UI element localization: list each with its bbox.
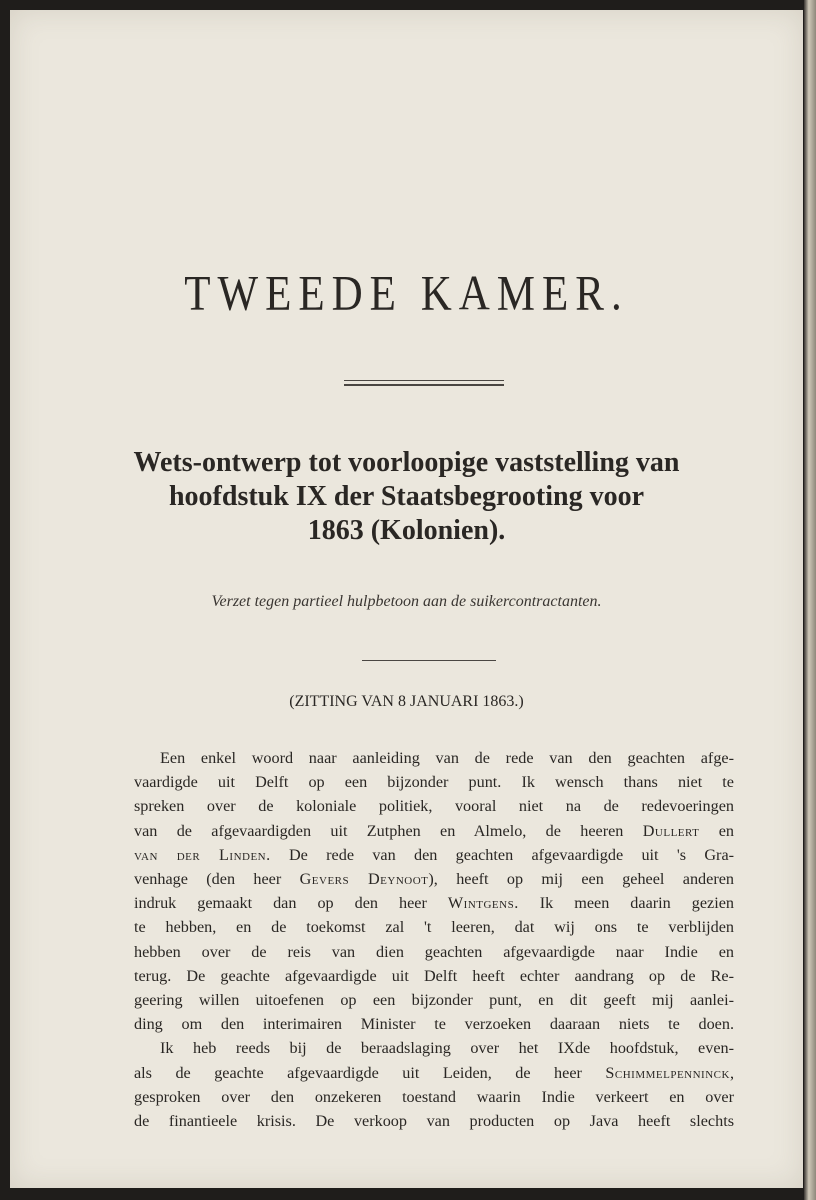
speech-body — [134, 746, 734, 1133]
body-line: ding om den interimairen Minister te verzoeken daaraan niets te doen. — [134, 1015, 734, 1034]
person-name: Dullert — [642, 821, 700, 840]
topic-line: Verzet tegen partieel hulpbetoon aan de suikercontractanten. — [211, 593, 602, 610]
body-line: vaardigde uit Delft op een bijzonder punt. Ik wensch thans niet te — [134, 773, 734, 792]
body-line: van der Linden. De rede van den geachten afgevaardigde uit 's Gra- — [134, 845, 735, 864]
subtitle-line: 1863 (Kolonien). — [307, 515, 506, 546]
body-line: de finantieele krisis. De verkoop van producten op Java heeft slechts — [134, 1112, 734, 1131]
bill-subtitle — [50, 446, 763, 548]
double-rule-divider — [344, 380, 504, 386]
person-name: van der Linden. — [134, 845, 271, 864]
body-line: van de afgevaardigden uit Zutphen en Almelo, de heeren Dullert en — [134, 821, 735, 840]
body-line: hebben over de reis van dien geachten afgevaardigde naar Indie en — [134, 942, 734, 961]
document-title: TWEEDE KAMER. — [184, 267, 629, 322]
body-line: geering willen uitoefenen op een bijzonder punt, en dit geeft mij aanlei- — [134, 991, 734, 1010]
body-line: venhage (den heer Gevers Deynoot), heeft op mij een geheel anderen — [134, 870, 735, 889]
body-line: spreken over de koloniale politiek, vooral niet na de redevoeringen — [134, 797, 734, 816]
body-line: indruk gemaakt dan op den heer Wintgens. Ik meen daarin gezien — [134, 894, 734, 913]
person-name: Schimmelpenninck — [605, 1063, 730, 1082]
body-line: gesproken over den onzekeren toestand waarin Indie verkeert en over — [134, 1087, 734, 1106]
body-line: als de geachte afgevaardigde uit Leiden, de heer Schimmelpenninck, — [134, 1063, 734, 1082]
person-name: Wintgens. — [447, 894, 519, 913]
book-spine-edge — [804, 0, 816, 1200]
body-line: te hebben, en de toekomst zal 't leeren, dat wij ons te verblijden — [134, 918, 734, 937]
subtitle-line: Wets-ontwerp tot voorloopige vaststelling van — [133, 447, 680, 478]
subtitle-line: hoofdstuk IX der Staatsbegrooting voor — [168, 481, 644, 512]
single-rule-divider — [362, 660, 496, 661]
document-page — [10, 10, 803, 1188]
person-name: Gevers Deynoot — [299, 870, 429, 889]
body-line: terug. De geachte afgevaardigde uit Delft heeft echter aandrang op de Re- — [134, 966, 734, 985]
session-date: (ZITTING VAN 8 JANUARI 1863.) — [289, 693, 524, 710]
body-line: Een enkel woord naar aanleiding van de rede van den geachten afge- — [160, 749, 734, 767]
body-line: Ik heb reeds bij de beraadslaging over het IXde hoofdstuk, even- — [160, 1039, 734, 1058]
